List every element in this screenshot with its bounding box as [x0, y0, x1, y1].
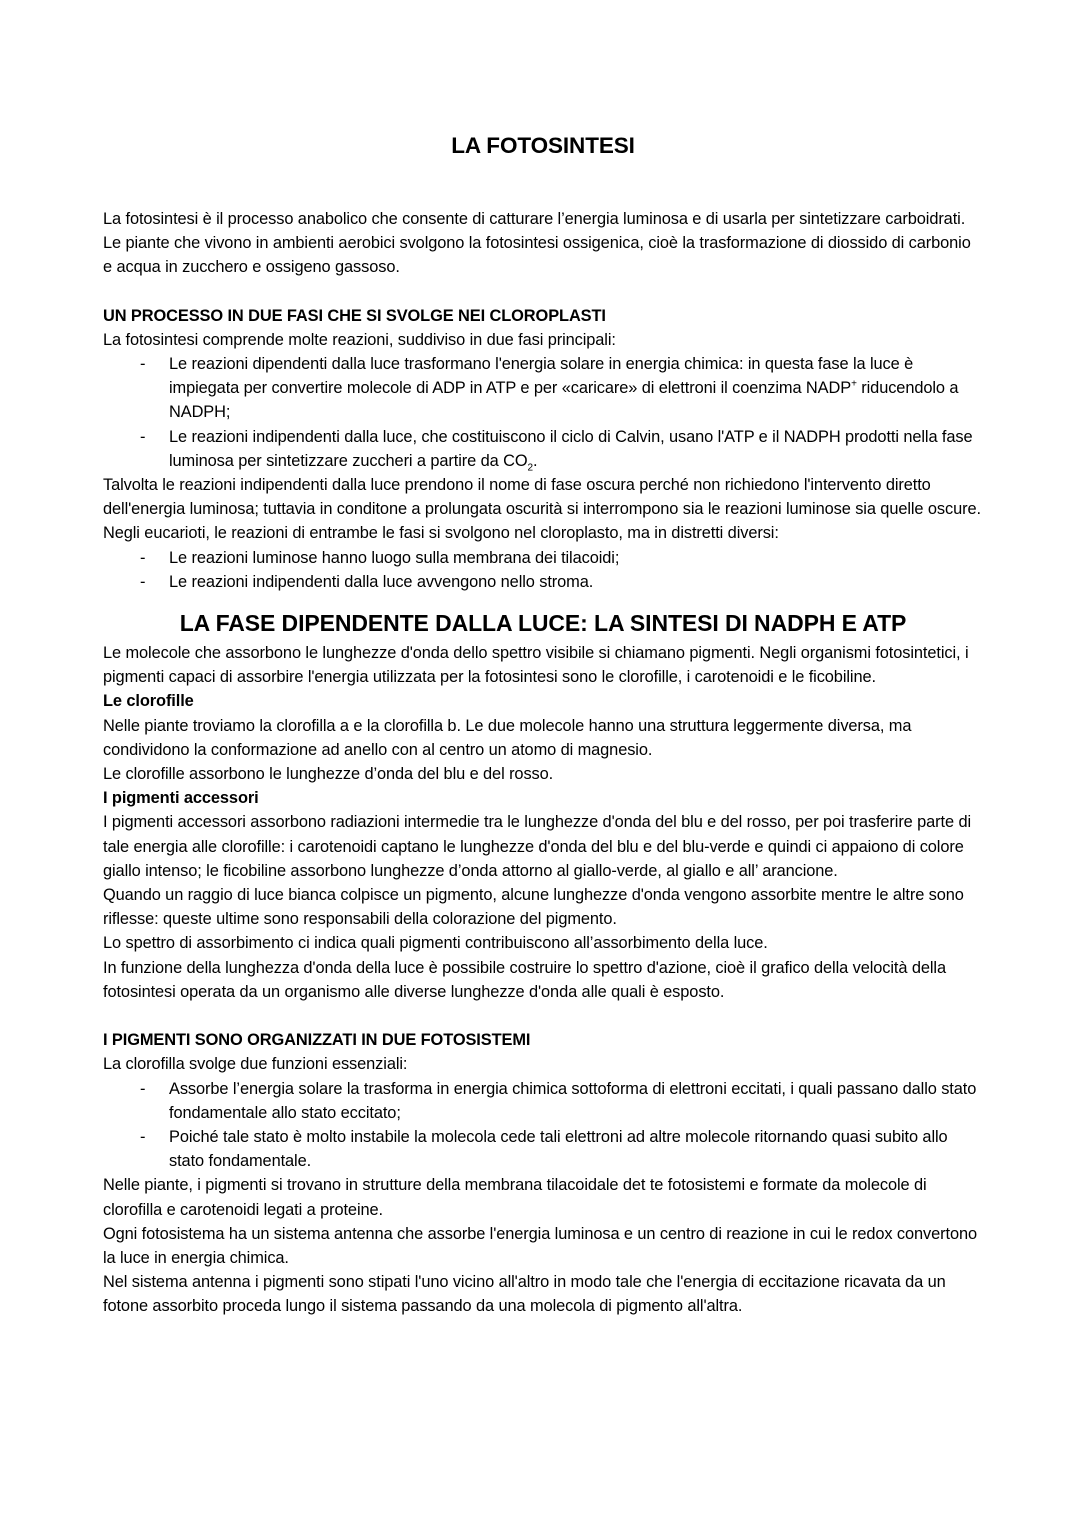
document-page — [103, 130, 983, 1319]
list-item — [103, 546, 983, 570]
list-item-text: Le reazioni luminose hanno luogo sulla membrana dei tilacoidi; — [169, 548, 620, 567]
paragraph: Talvolta le reazioni indipendenti dalla luce prendono il nome di fase oscura perché non richiedono l'intervento diretto dell'energia luminosa; tuttavia in conditone a prolungata oscurità si interrompono sia le reazioni luminose sia quelle oscure. — [103, 476, 981, 519]
paragraph: La clorofilla svolge due funzioni essenziali: — [103, 1055, 408, 1074]
list-dash: - — [140, 1079, 146, 1098]
section-heading-photosystems: I PIGMENTI SONO ORGANIZZATI IN DUE FOTOSISTEMI — [103, 1031, 531, 1050]
list-item-text-end: riducendolo a NADPH; — [169, 379, 959, 422]
paragraph: Ogni fotosistema ha un sistema antenna che assorbe l'energia luminosa e un centro di reazione in cui le redox convertono la luce in energia chimica. — [103, 1224, 978, 1267]
list-dash: - — [140, 548, 146, 567]
list-item-text: Assorbe l’energia solare la trasforma in energia chimica sottoforma di elettroni eccitati, i quali passano dallo stato fondamentale allo stato eccitato; — [169, 1079, 977, 1122]
list-item — [103, 425, 983, 473]
paragraph: Le clorofille assorbono le lunghezze d’onda del blu e del rosso. — [103, 765, 554, 784]
list-item-text: Poiché tale stato è molto instabile la molecola cede tali elettroni ad altre molecole ritornando quasi subito allo stato fondamentale. — [169, 1127, 948, 1171]
section-title-light-phase: LA FASE DIPENDENTE DALLA LUCE: LA SINTESI DI NADPH E ATP — [179, 610, 907, 637]
section-heading-two-phases: UN PROCESSO IN DUE FASI CHE SI SVOLGE NEI CLOROPLASTI — [103, 306, 606, 325]
functions-list — [103, 1077, 983, 1174]
list-dash: - — [140, 1127, 146, 1146]
paragraph: Nelle piante, i pigmenti si trovano in strutture della membrana tilacoidale det te fotosistemi e formate da molecole di clorofilla e carotenoidi legati a proteine. — [103, 1176, 927, 1219]
phases-list — [103, 352, 983, 473]
superscript: + — [851, 378, 857, 390]
list-item-text-end: . — [532, 451, 538, 470]
paragraph: Nel sistema antenna i pigmenti sono stipati l'uno vicino all'altro in modo tale che l'energia di eccitazione ricavata da un fotone assorbito proceda lungo il sistema passando da una molecola di pigmento all'altra. — [103, 1273, 946, 1316]
document-title: LA FOTOSINTESI — [451, 133, 635, 158]
list-item — [103, 570, 983, 594]
subheading-accessory-pigments: I pigmenti accessori — [103, 789, 259, 808]
list-item — [103, 1125, 983, 1173]
paragraph: In funzione della lunghezza d'onda della luce è possibile costruire lo spettro d'azione, cioè il grafico della velocità della fotosintesi operata da un organismo alle diverse lunghezze d'onda alle quali è esposto. — [103, 958, 946, 1001]
list-dash: - — [140, 572, 146, 591]
subscript: 2 — [527, 462, 533, 474]
paragraph: I pigmenti accessori assorbono radiazioni intermedie tra le lunghezze d'onda del blu e del rosso, per poi trasferire parte di tale energia alle clorofille: i carotenoidi captano le lunghezze d'onda del blu e del blu-verde e quindi ci appaiono di colore giallo intenso; le ficobiline assorbono lunghezze d’onda attorno al giallo-verde, al giallo e all’ arancione. — [103, 813, 972, 880]
list-item-text: Le reazioni indipendenti dalla luce avvengono nello stroma. — [169, 572, 594, 591]
list-item — [103, 1077, 983, 1125]
list-item-text: Le reazioni dipendenti dalla luce trasformano l'energia solare in energia chimica: in questa fase la luce è impiegata per convertire molecole di ADP in ATP e per «caricare» di elettroni il coenzima NADP — [169, 355, 914, 398]
locations-list — [103, 546, 983, 594]
paragraph: Negli eucarioti, le reazioni di entrambe le fasi si svolgono nel cloroplasto, ma in distretti diversi: — [103, 524, 779, 543]
paragraph: Quando un raggio di luce bianca colpisce un pigmento, alcune lunghezze d'onda vengono assorbite mentre le altre sono riflesse: queste ultime sono responsabili della colorazione del pigmento. — [103, 886, 964, 929]
paragraph: Le molecole che assorbono le lunghezze d'onda dello spettro visibile si chiamano pigmenti. Negli organismi fotosintetici, i pigmenti capaci di assorbire l'energia utilizzata per la fotosintesi sono le clorofille, i carotenoidi e le ficobiline. — [103, 644, 969, 687]
subheading-chlorophylls: Le clorofille — [103, 692, 194, 711]
paragraph: Nelle piante troviamo la clorofilla a e la clorofilla b. Le due molecole hanno una struttura leggermente diversa, ma condividono la conformazione ad anello con al centro un atomo di magnesio. — [103, 716, 912, 759]
list-dash: - — [140, 355, 146, 374]
intro-paragraph: La fotosintesi è il processo anabolico che consente di catturare l’energia luminosa e di usarla per sintetizzare carboidrati. Le piante che vivono in ambienti aerobici svolgono la fotosintesi ossigenica, cioè la trasformazione di diossido di carbonio e acqua in zucchero e ossigeno gassoso. — [103, 210, 971, 277]
list-item — [103, 352, 983, 425]
list-item-text: Le reazioni indipendenti dalla luce, che costituiscono il ciclo di Calvin, usano l'ATP e il NADPH prodotti nella fase luminosa per sintetizzare zuccheri a partire da CO — [169, 427, 973, 470]
paragraph: Lo spettro di assorbimento ci indica quali pigmenti contribuiscono all’assorbimento della luce. — [103, 934, 768, 953]
list-dash: - — [140, 427, 146, 446]
paragraph: La fotosintesi comprende molte reazioni, suddiviso in due fasi principali: — [103, 330, 616, 349]
